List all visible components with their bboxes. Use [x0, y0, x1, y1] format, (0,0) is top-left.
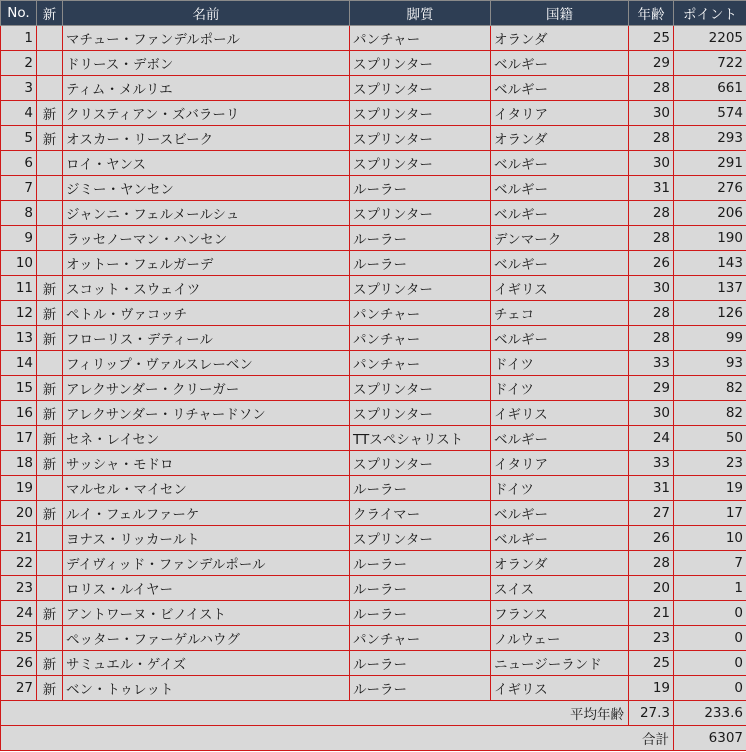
cell-name: デイヴィッド・ファンデルポール [63, 551, 350, 576]
cell-age: 25 [629, 26, 674, 51]
cell-new: 新 [37, 326, 63, 351]
cell-age: 29 [629, 51, 674, 76]
cell-nationality: ドイツ [491, 376, 629, 401]
total-row [1, 726, 746, 751]
cell-name: ラッセノーマン・ハンセン [63, 226, 350, 251]
cell-name: セネ・レイセン [63, 426, 350, 451]
cell-age: 28 [629, 226, 674, 251]
cell-rider-type: スプリンター [350, 526, 491, 551]
cell-no: 26 [1, 651, 37, 676]
cell-rider-type: スプリンター [350, 51, 491, 76]
cell-age: 23 [629, 626, 674, 651]
cell-name: アントワーヌ・ビノイスト [63, 601, 350, 626]
table-row [1, 651, 746, 676]
cell-name: ヨナス・リッカールト [63, 526, 350, 551]
table-row [1, 76, 746, 101]
cell-new [37, 526, 63, 551]
cell-no: 11 [1, 276, 37, 301]
cell-name: スコット・スウェイツ [63, 276, 350, 301]
cell-age: 28 [629, 201, 674, 226]
cell-nationality: ベルギー [491, 151, 629, 176]
cell-nationality: ニュージーランド [491, 651, 629, 676]
header-new: 新 [37, 1, 63, 26]
cell-nationality: オランダ [491, 551, 629, 576]
cell-new: 新 [37, 676, 63, 701]
table-row [1, 51, 746, 76]
cell-new: 新 [37, 276, 63, 301]
cell-nationality: イギリス [491, 276, 629, 301]
cell-new [37, 476, 63, 501]
table-row [1, 676, 746, 701]
cell-no: 17 [1, 426, 37, 451]
table-row [1, 601, 746, 626]
cell-age: 28 [629, 326, 674, 351]
cell-rider-type: TTスペシャリスト [350, 426, 491, 451]
table-row [1, 276, 746, 301]
cell-points: 0 [674, 601, 746, 626]
cell-points: 661 [674, 76, 746, 101]
cell-points: 50 [674, 426, 746, 451]
header-name: 名前 [63, 1, 350, 26]
table-row [1, 176, 746, 201]
cell-new: 新 [37, 301, 63, 326]
cell-rider-type: スプリンター [350, 376, 491, 401]
cell-nationality: イタリア [491, 451, 629, 476]
cell-age: 28 [629, 76, 674, 101]
cell-name: ドリース・デボン [63, 51, 350, 76]
cell-age: 25 [629, 651, 674, 676]
cell-no: 7 [1, 176, 37, 201]
cell-rider-type: スプリンター [350, 451, 491, 476]
cell-new [37, 176, 63, 201]
cell-no: 10 [1, 251, 37, 276]
cell-rider-type: ルーラー [350, 226, 491, 251]
cell-nationality: スイス [491, 576, 629, 601]
cell-points: 574 [674, 101, 746, 126]
header-nationality: 国籍 [491, 1, 629, 26]
table-row [1, 301, 746, 326]
header-points: ポイント [674, 1, 746, 26]
cell-new [37, 51, 63, 76]
cell-no: 9 [1, 226, 37, 251]
cell-points: 7 [674, 551, 746, 576]
cell-rider-type: パンチャー [350, 626, 491, 651]
cell-nationality: ベルギー [491, 201, 629, 226]
table-row [1, 126, 746, 151]
cell-name: ロリス・ルイヤー [63, 576, 350, 601]
cell-name: ロイ・ヤンス [63, 151, 350, 176]
cell-new [37, 201, 63, 226]
cell-name: フィリップ・ヴァルスレーベン [63, 351, 350, 376]
cell-name: ジャンニ・フェルメールシュ [63, 201, 350, 226]
cell-points: 190 [674, 226, 746, 251]
cell-points: 82 [674, 376, 746, 401]
cell-no: 8 [1, 201, 37, 226]
table-row [1, 151, 746, 176]
cell-age: 26 [629, 526, 674, 551]
cell-rider-type: ルーラー [350, 551, 491, 576]
table-row [1, 401, 746, 426]
cell-nationality: ベルギー [491, 76, 629, 101]
cell-nationality: フランス [491, 601, 629, 626]
table-row [1, 251, 746, 276]
cell-new [37, 26, 63, 51]
cell-rider-type: クライマー [350, 501, 491, 526]
cell-points: 17 [674, 501, 746, 526]
cell-points: 143 [674, 251, 746, 276]
table-row [1, 576, 746, 601]
cell-rider-type: スプリンター [350, 101, 491, 126]
cell-new: 新 [37, 651, 63, 676]
cell-nationality: ベルギー [491, 51, 629, 76]
cell-nationality: イギリス [491, 401, 629, 426]
cell-no: 18 [1, 451, 37, 476]
cell-points: 137 [674, 276, 746, 301]
cell-new: 新 [37, 451, 63, 476]
cell-no: 12 [1, 301, 37, 326]
cell-no: 22 [1, 551, 37, 576]
table-body [1, 26, 746, 701]
cell-no: 24 [1, 601, 37, 626]
cell-rider-type: スプリンター [350, 126, 491, 151]
cell-no: 16 [1, 401, 37, 426]
cell-points: 722 [674, 51, 746, 76]
table-row [1, 626, 746, 651]
table-row [1, 376, 746, 401]
cell-rider-type: ルーラー [350, 601, 491, 626]
cell-rider-type: ルーラー [350, 676, 491, 701]
cell-name: ティム・メルリエ [63, 76, 350, 101]
cell-name: クリスティアン・ズバラーリ [63, 101, 350, 126]
cell-age: 30 [629, 401, 674, 426]
table-row [1, 451, 746, 476]
cell-age: 24 [629, 426, 674, 451]
cell-nationality: ノルウェー [491, 626, 629, 651]
cell-nationality: ベルギー [491, 526, 629, 551]
cell-age: 30 [629, 101, 674, 126]
cell-no: 20 [1, 501, 37, 526]
cell-name: ジミー・ヤンセン [63, 176, 350, 201]
cell-no: 5 [1, 126, 37, 151]
cell-new [37, 76, 63, 101]
cell-age: 30 [629, 276, 674, 301]
cell-nationality: ベルギー [491, 426, 629, 451]
cell-name: マチュー・ファンデルポール [63, 26, 350, 51]
cell-nationality: デンマーク [491, 226, 629, 251]
cell-rider-type: ルーラー [350, 651, 491, 676]
cell-new: 新 [37, 101, 63, 126]
total-label: 合計 [1, 726, 674, 751]
cell-points: 291 [674, 151, 746, 176]
table-row [1, 101, 746, 126]
cell-age: 28 [629, 126, 674, 151]
cell-new: 新 [37, 126, 63, 151]
cell-name: オスカー・リースビーク [63, 126, 350, 151]
cell-name: オットー・フェルガーデ [63, 251, 350, 276]
cell-no: 1 [1, 26, 37, 51]
header-age: 年齢 [629, 1, 674, 26]
cell-rider-type: スプリンター [350, 151, 491, 176]
cell-no: 14 [1, 351, 37, 376]
header-no: No. [1, 1, 37, 26]
cell-points: 2205 [674, 26, 746, 51]
cell-no: 25 [1, 626, 37, 651]
cell-rider-type: パンチャー [350, 301, 491, 326]
average-points: 233.6 [674, 701, 746, 726]
header-row [1, 1, 746, 26]
cell-points: 82 [674, 401, 746, 426]
cell-no: 2 [1, 51, 37, 76]
table-row [1, 201, 746, 226]
cell-points: 10 [674, 526, 746, 551]
table-row [1, 426, 746, 451]
cell-nationality: オランダ [491, 26, 629, 51]
cell-rider-type: スプリンター [350, 76, 491, 101]
average-row [1, 701, 746, 726]
cell-name: アレクサンダー・クリーガー [63, 376, 350, 401]
cell-nationality: ドイツ [491, 476, 629, 501]
cell-new [37, 576, 63, 601]
cell-no: 13 [1, 326, 37, 351]
cell-name: サミュエル・ゲイズ [63, 651, 350, 676]
cell-nationality: チェコ [491, 301, 629, 326]
cell-nationality: イギリス [491, 676, 629, 701]
cell-age: 21 [629, 601, 674, 626]
cell-points: 1 [674, 576, 746, 601]
cell-age: 30 [629, 151, 674, 176]
cell-points: 0 [674, 651, 746, 676]
cell-name: フローリス・デティール [63, 326, 350, 351]
cell-no: 27 [1, 676, 37, 701]
cell-no: 3 [1, 76, 37, 101]
cell-rider-type: パンチャー [350, 351, 491, 376]
cell-points: 99 [674, 326, 746, 351]
cell-rider-type: スプリンター [350, 201, 491, 226]
cell-no: 4 [1, 101, 37, 126]
cell-age: 31 [629, 176, 674, 201]
average-age: 27.3 [629, 701, 674, 726]
cell-new [37, 351, 63, 376]
cell-age: 20 [629, 576, 674, 601]
table-row [1, 351, 746, 376]
cell-no: 21 [1, 526, 37, 551]
cell-new [37, 626, 63, 651]
cell-age: 31 [629, 476, 674, 501]
table-row [1, 526, 746, 551]
cell-rider-type: スプリンター [350, 401, 491, 426]
cell-rider-type: パンチャー [350, 326, 491, 351]
cell-new: 新 [37, 601, 63, 626]
cell-nationality: イタリア [491, 101, 629, 126]
cell-name: ペッター・ファーゲルハウグ [63, 626, 350, 651]
cell-new [37, 151, 63, 176]
cell-new: 新 [37, 376, 63, 401]
table-row [1, 226, 746, 251]
table-row [1, 551, 746, 576]
cell-nationality: オランダ [491, 126, 629, 151]
cell-points: 276 [674, 176, 746, 201]
table-row [1, 501, 746, 526]
cell-age: 27 [629, 501, 674, 526]
cell-no: 19 [1, 476, 37, 501]
cell-age: 33 [629, 351, 674, 376]
cell-new: 新 [37, 501, 63, 526]
cell-points: 19 [674, 476, 746, 501]
cell-name: サッシャ・モドロ [63, 451, 350, 476]
cell-nationality: ドイツ [491, 351, 629, 376]
cell-no: 23 [1, 576, 37, 601]
cell-age: 28 [629, 551, 674, 576]
cell-rider-type: ルーラー [350, 576, 491, 601]
cell-rider-type: ルーラー [350, 251, 491, 276]
cell-points: 0 [674, 676, 746, 701]
cell-age: 33 [629, 451, 674, 476]
average-label: 平均年齢 [1, 701, 629, 726]
cell-new [37, 251, 63, 276]
cell-nationality: ベルギー [491, 176, 629, 201]
cell-points: 93 [674, 351, 746, 376]
cell-new [37, 226, 63, 251]
cell-new: 新 [37, 401, 63, 426]
cell-new: 新 [37, 426, 63, 451]
cell-no: 6 [1, 151, 37, 176]
cell-points: 0 [674, 626, 746, 651]
cell-rider-type: ルーラー [350, 176, 491, 201]
cell-age: 29 [629, 376, 674, 401]
cell-age: 19 [629, 676, 674, 701]
cell-rider-type: パンチャー [350, 26, 491, 51]
table-row [1, 26, 746, 51]
cell-name: ペトル・ヴァコッチ [63, 301, 350, 326]
cell-nationality: ベルギー [491, 251, 629, 276]
cell-age: 28 [629, 301, 674, 326]
total-points: 6307 [674, 726, 746, 751]
cell-age: 26 [629, 251, 674, 276]
cell-name: ルイ・フェルファーケ [63, 501, 350, 526]
cell-points: 293 [674, 126, 746, 151]
cell-rider-type: スプリンター [350, 276, 491, 301]
header-rider-type: 脚質 [350, 1, 491, 26]
cell-points: 23 [674, 451, 746, 476]
cell-nationality: ベルギー [491, 326, 629, 351]
cell-name: ベン・トゥレット [63, 676, 350, 701]
cell-nationality: ベルギー [491, 501, 629, 526]
cell-name: アレクサンダー・リチャードソン [63, 401, 350, 426]
cell-points: 206 [674, 201, 746, 226]
table-row [1, 476, 746, 501]
cell-name: マルセル・マイセン [63, 476, 350, 501]
cell-new [37, 551, 63, 576]
cell-points: 126 [674, 301, 746, 326]
cell-rider-type: ルーラー [350, 476, 491, 501]
cell-no: 15 [1, 376, 37, 401]
table-row [1, 326, 746, 351]
